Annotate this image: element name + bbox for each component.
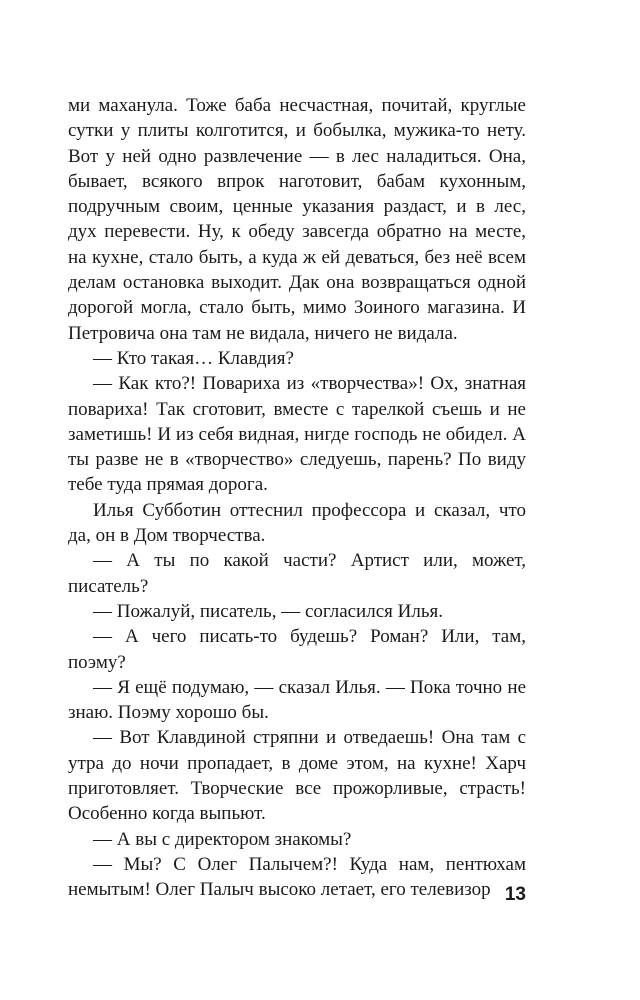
page-number: 13: [504, 884, 526, 905]
paragraph: — А ты по какой части? Артист или, может, писатель?: [68, 550, 526, 597]
paragraph: — А чего писать-то будешь? Роман? Или, там, поэму?: [68, 626, 526, 673]
paragraph: Илья Субботин оттеснил профессора и сказал, что да, он в Дом творчества.: [68, 499, 526, 547]
paragraph: ми маханула. Тоже баба несчастная, почитай, круглые сутки у плиты колготится, и бобылка, мужика-то нету. Вот у ней одно развлечение — в лес наладиться. Она, бывает, всякого впрок наготовит, бабам кухонным, подручным своим, ценные указания раздаст, и в лес, дух перевести. Ну, к обеду завсегда обратно на месте, на кухне, стало быть, а куда ж ей деваться, без неё всем делам остановка выходит. Дак она возвращаться одной дорогой могла, стало быть, мимо Зоиного магазина. И Петровича она там не видала, ничего не видала.: [68, 95, 526, 344]
paragraph: — Как кто?! Повариха из «творчества»! Ох, знатная повариха! Так сготовит, вместе с тарелкой съешь и не заметишь! И из себя видная, нигде господь не обидел. А ты разве не в «творчество» следуешь, парень? По виду тебе туда прямая дорога.: [68, 373, 526, 496]
paragraph: — Мы? С Олег Палычем?! Куда нам, пентюхам немытым! Олег Палыч высоко летает, его телевизор: [68, 853, 526, 901]
paragraph: — Кто такая… Клавдия?: [93, 347, 294, 369]
paragraph: — Пожалуй, писатель, — согласился Илья.: [93, 600, 443, 622]
paragraph: — Вот Клавдиной стряпни и отведаешь! Она там с утра до ночи пропадает, в доме этом, на кухне! Харч приготовляет. Творческие все прожорливые, страсть! Особенно когда выпьют.: [68, 727, 526, 825]
paragraph: — А вы с директором знакомы?: [93, 828, 352, 850]
paragraph: — Я ещё подумаю, — сказал Илья. — Пока точно не знаю. Поэму хорошо бы.: [68, 676, 526, 724]
page-body: [68, 93, 526, 903]
